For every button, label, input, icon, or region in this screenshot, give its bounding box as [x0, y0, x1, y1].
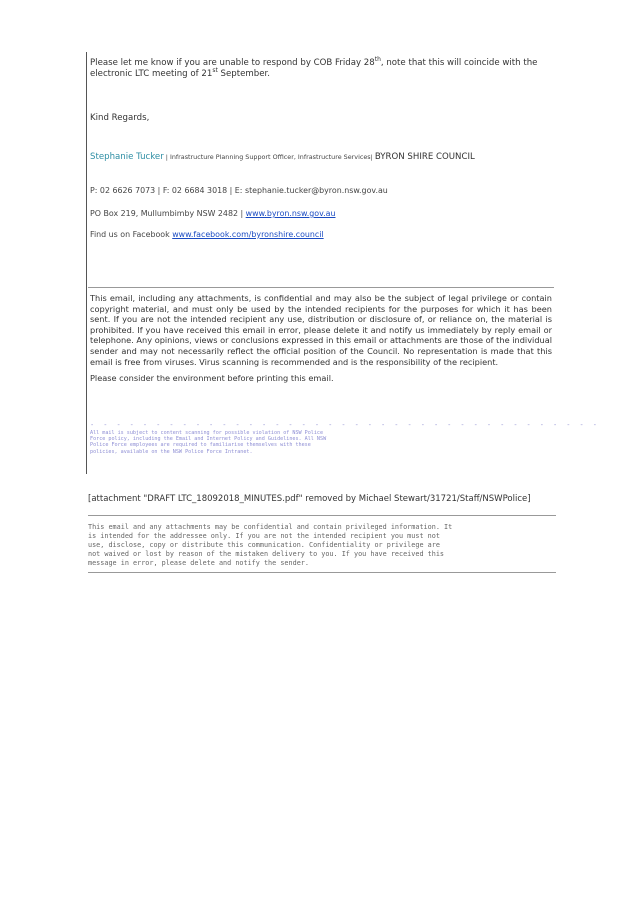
- contact-line: P: 02 6626 7073 | F: 02 6684 3018 | E: stephanie.tucker@byron.nsw.gov.au: [90, 186, 388, 195]
- police-notice-text: All mail is subject to content scanning for possible violation of NSW Police Force policy, including the Email and Internet Policy and Guidelines. All NSW Police Force employees are required to familiarise themselves with these policies, available on the NSW Police Force Intranet.: [90, 430, 327, 455]
- facebook-line: [90, 230, 324, 239]
- signature-title: | Infrastructure Planning Support Officer, Infrastructure Services|: [163, 153, 375, 161]
- disclaimer-block: [90, 293, 552, 384]
- footer-bottom-rule: [88, 572, 556, 573]
- intro-paragraph: Please let me know if you are unable to respond by COB Friday 28th, note that this will coincide with the electronic LTC meeting of 21st September.: [90, 56, 538, 79]
- signature-organization: BYRON SHIRE COUNCIL: [374, 152, 475, 162]
- closing-text: Kind Regards,: [90, 113, 150, 123]
- footer-confidentiality-text: This email and any attachments may be confidential and contain privileged information. It is intended for the addressee only. If you are not the intended recipient you must not use, disclose, copy or distribute this communication. Confidentiality or privilege are not waived or lost by reason of the mistaken delivery to you. If you have received this message in error, please delete and notify the sender.: [88, 523, 453, 567]
- quoted-message-border: [86, 52, 555, 474]
- disclaimer-text: This email, including any attachments, is confidential and may also be the subject of legal privilege or contain copyright material, and must only be used by the intended recipients for the purposes for which it has been sent. If you are not the intended recipient any use, distribution or disclosure of, or reliance on, the material is prohibited. If you have received this email in error, please delete it and notify us immediately by reply email or telephone. Any opinions, views or conclusions expressed in this email or attachments are those of the individual sender and may not necessarily reflect the official position of the Council. No representation is made that this email is free from viruses. Virus scanning is recommended and is the responsibility of the recipient.: [90, 293, 552, 367]
- footer-top-rule: [88, 515, 556, 516]
- attachment-removed-notice: [attachment "DRAFT LTC_18092018_MINUTES.pdf" removed by Michael Stewart/31721/Staff/NSWPolice]: [88, 494, 531, 504]
- website-link[interactable]: www.byron.nsw.gov.au: [245, 209, 336, 218]
- po-box: PO Box 219, Mullumbimby NSW 2482 |: [90, 209, 246, 218]
- environment-note: Please consider the environment before printing this email.: [90, 373, 334, 384]
- postal-line: [90, 209, 336, 218]
- signature-name: Stephanie Tucker: [90, 152, 164, 162]
- facebook-prefix: Find us on Facebook: [90, 230, 173, 239]
- facebook-link[interactable]: www.facebook.com/byronshire.council: [172, 230, 324, 239]
- police-notice-dashes: - - - - - - - - - - - - - - - - - - - - - - - - - - - - - - - - - - - - - - -: [90, 421, 600, 429]
- disclaimer-divider: [88, 287, 554, 288]
- signature-line: [90, 152, 475, 162]
